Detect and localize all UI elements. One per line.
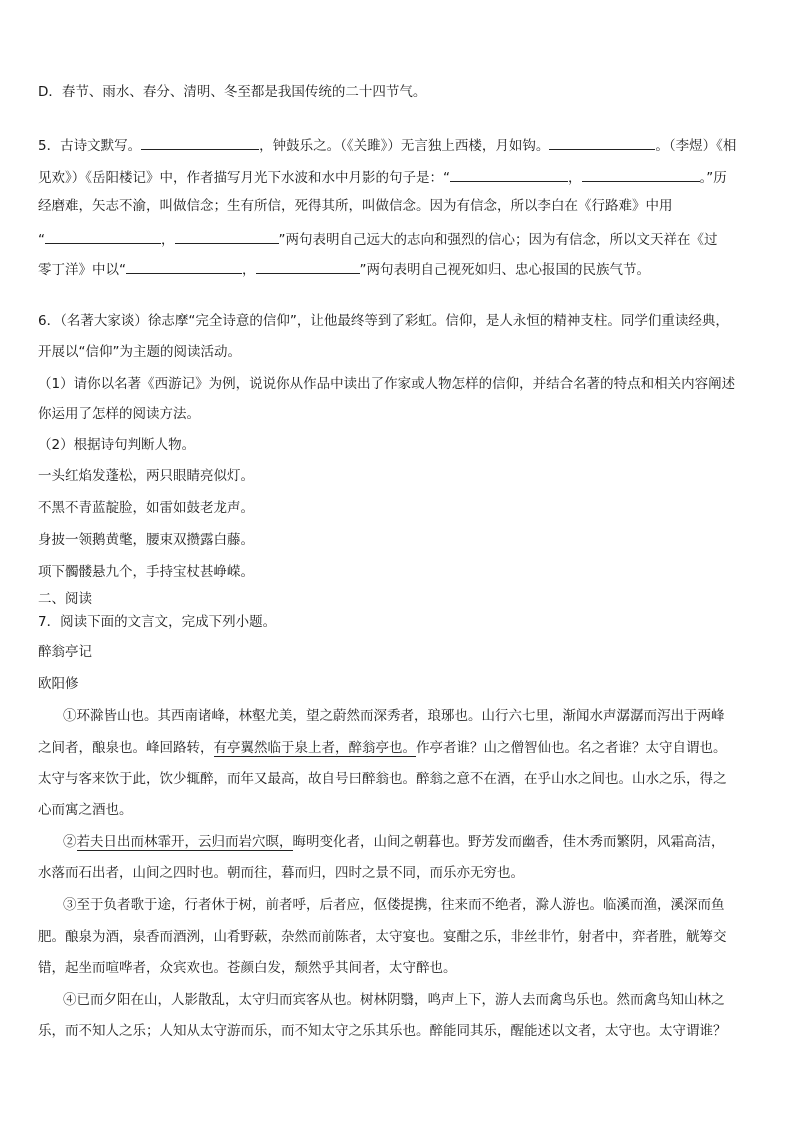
q5-text: ”两句表明自己远大的志向和强烈的信心；因为有信念，所以文天祥在《过 (278, 232, 718, 248)
poem-line: 一头红焰发蓬松，两只眼睛亮似灯。 (38, 468, 254, 484)
underlined-sentence: 若夫日出而林霏开，云归而岩穴暝， (76, 834, 293, 850)
paragraph-3-line: 肥。酿泉为酒，泉香而酒洌，山肴野蔌，杂然而前陈者，太守宴也。宴酣之乐，非丝非竹，射者中，弈者胜，觥筹交 (38, 929, 727, 945)
paragraph-2-line: 水落而石出者，山间之四时也。朝而往，暮而归，四时之景不同，而乐亦无穷也。 (38, 865, 524, 881)
q5-text: 零丁洋》中以“ (38, 262, 126, 278)
essay-title: 醉翁亭记 (38, 644, 92, 660)
q5-line-2 (38, 166, 727, 188)
q5-text: 。”历 (699, 170, 727, 186)
q5-text: “ (38, 232, 45, 248)
q5-line-4 (38, 228, 718, 250)
answer-blank[interactable] (45, 228, 161, 244)
answer-blank[interactable] (582, 166, 700, 182)
paragraph-3-line: ③至于负者歌于途，行者休于树，前者呼，后者应，伛偻提携，往来而不绝者，滁人游也。临溪而渔，溪深而鱼 (63, 897, 725, 913)
q6-line-1: 6．（名著大家谈）徐志摩“完全诗意的信仰”，让他最终等到了彩虹。信仰，是人永恒的精神支柱。同学们重读经典， (38, 313, 729, 329)
section-heading: 二、阅读 (38, 591, 92, 607)
q6-sub1-line-1: （1）请你以名著《西游记》为例，说说你从作品中读出了作家或人物怎样的信仰，并结合名著的特点和相关内容阐述 (38, 376, 736, 392)
q5-text: 。（李煜）《相 (655, 138, 737, 154)
essay-text: 作亭者谁？山之僧智仙也。名之者谁？太守自谓也。 (416, 740, 727, 756)
q5-text: ， (568, 170, 582, 186)
answer-blank[interactable] (141, 134, 259, 150)
answer-blank[interactable] (450, 166, 568, 182)
q6-sub1-line-2: 你运用了怎样的阅读方法。 (38, 406, 200, 422)
paragraph-1-line (38, 738, 727, 758)
q5-line-5 (38, 258, 650, 280)
q5-line-1 (38, 134, 736, 156)
answer-blank[interactable] (256, 258, 360, 274)
q5-text: ，钟鼓乐之。（《关雎》）无言独上西楼，月如钩。 (259, 138, 550, 154)
answer-blank[interactable] (549, 134, 655, 150)
q5-text: ， (161, 232, 175, 248)
essay-author: 欧阳修 (38, 676, 79, 692)
paragraph-3-line: 错，起坐而喧哗者，众宾欢也。苍颜白发，颓然乎其间者，太守醉也。 (38, 960, 457, 976)
poem-line: 身披一领鹅黄氅，腰束双攒露白藤。 (38, 532, 254, 548)
poem-line: 项下髑髅悬九个，手持宝杖甚峥嵘。 (38, 564, 254, 580)
paragraph-4-line: ④已而夕阳在山，人影散乱，太守归而宾客从也。树林阴翳，鸣声上下，游人去而禽鸟乐也。然而禽鸟知山林之 (63, 992, 725, 1008)
essay-text: ② (63, 834, 77, 850)
option-d: D．春节、雨水、春分、清明、冬至都是我国传统的二十四节气。 (38, 84, 427, 100)
poem-line: 不黑不青蓝靛脸，如雷如鼓老龙声。 (38, 500, 254, 516)
paragraph-1-line: ①环滁皆山也。其西南诸峰，林壑尤美，望之蔚然而深秀者，琅琊也。山行六七里，渐闻水声潺潺而泻出于两峰 (63, 708, 725, 724)
q6-line-2: 开展以“信仰”为主题的阅读活动。 (38, 344, 241, 360)
paragraph-4-line: 乐，而不知人之乐；人知从太守游而乐，而不知太守之乐其乐也。醉能同其乐，醒能述以文者，太守也。太守谓谁？ (38, 1023, 727, 1039)
paragraph-1-line: 太守与客来饮于此，饮少辄醉，而年又最高，故自号曰醉翁也。醉翁之意不在酒，在乎山水之间也。山水之乐，得之 (38, 771, 727, 787)
paragraph-2-line (63, 832, 725, 852)
q6-sub2: （2）根据诗句判断人物。 (38, 437, 196, 453)
answer-blank[interactable] (175, 228, 279, 244)
paragraph-1-line: 心而寓之酒也。 (38, 802, 133, 818)
answer-blank[interactable] (126, 258, 242, 274)
q5-prompt: 5．古诗文默写。 (38, 138, 142, 154)
essay-text: 晦明变化者，山间之朝暮也。野芳发而幽香，佳木秀而繁阴，风霜高洁， (292, 834, 725, 850)
essay-text: 之间者，酿泉也。峰回路转， (38, 740, 214, 756)
q5-line-3: 经磨难，矢志不渝，叫做信念；生有所信，死得其所，叫做信念。因为有信念，所以李白在《行路难》中用 (38, 198, 673, 214)
q7-intro: 7．阅读下面的文言文，完成下列小题。 (38, 614, 277, 630)
q5-text: 见欢》）《岳阳楼记》中，作者描写月光下水波和水中月影的句子是：“ (38, 170, 450, 186)
q5-text: ”两句表明自己视死如归、忠心报国的民族气节。 (359, 262, 650, 278)
underlined-sentence: 有亭翼然临于泉上者，醉翁亭也。 (213, 740, 416, 756)
q5-text: ， (242, 262, 256, 278)
